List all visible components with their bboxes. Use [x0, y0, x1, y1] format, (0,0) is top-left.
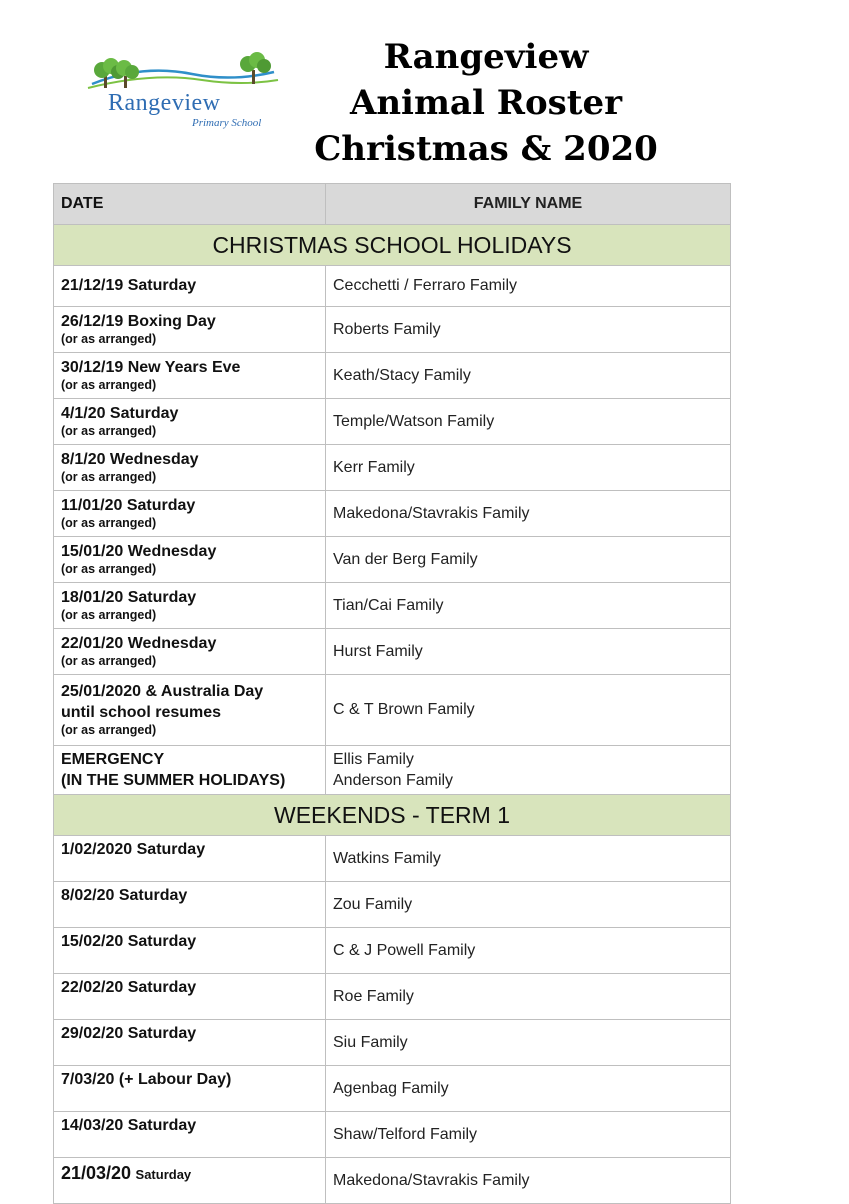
family-cell: Van der Berg Family: [326, 537, 731, 583]
date-cell: [54, 882, 326, 928]
date-text: 15/02/20 Saturday: [61, 933, 197, 950]
date-text: 8/1/20 Wednesday: [61, 451, 199, 468]
date-note: (or as arranged): [61, 608, 157, 622]
table-row-australia-day: [54, 675, 731, 746]
family-name-header: FAMILY NAME: [326, 184, 731, 225]
date-note: (or as arranged): [61, 332, 157, 346]
date-text: 21/03/20: [61, 1163, 132, 1183]
date-text: 15/01/20 Wednesday: [61, 543, 217, 560]
date-cell: [54, 1020, 326, 1066]
family-cell: Shaw/Telford Family: [326, 1112, 731, 1158]
section-title-weekends: WEEKENDS - TERM 1: [54, 795, 731, 836]
table-row: [54, 353, 731, 399]
date-text: 22/01/20 Wednesday: [61, 635, 217, 652]
emergency-families-cell: [326, 746, 731, 795]
date-text-2: until school resumes: [61, 704, 222, 721]
family-cell: Makedona/Stavrakis Family: [326, 491, 731, 537]
date-text: 4/1/20 Saturday: [61, 405, 179, 422]
table-row: [54, 629, 731, 675]
logo-name: Rangeview: [108, 90, 221, 116]
date-text: 25/01/2020 & Australia Day: [61, 683, 264, 700]
table-row: [54, 974, 731, 1020]
date-cell: [54, 445, 326, 491]
date-cell: [54, 537, 326, 583]
date-cell: [54, 1112, 326, 1158]
date-text: 21/12/19 Saturday: [61, 277, 197, 294]
date-note: (or as arranged): [61, 424, 157, 438]
family-cell: Tian/Cai Family: [326, 583, 731, 629]
emergency-label: EMERGENCY: [61, 750, 165, 768]
table-row: [54, 266, 731, 307]
title-line-2: Animal Roster: [349, 83, 623, 123]
logo-subtitle: Primary School: [192, 117, 262, 129]
date-header: DATE: [54, 184, 326, 225]
table-row: [54, 928, 731, 974]
school-logo: [82, 50, 282, 134]
date-cell: [54, 266, 326, 307]
family-cell: Temple/Watson Family: [326, 399, 731, 445]
date-cell: [54, 307, 326, 353]
table-row: [54, 1112, 731, 1158]
emergency-family-1: Ellis Family: [333, 750, 414, 768]
table-row: [54, 399, 731, 445]
date-text: 18/01/20 Saturday: [61, 589, 197, 606]
table-row: [54, 445, 731, 491]
section-title-christmas: CHRISTMAS SCHOOL HOLIDAYS: [54, 225, 731, 266]
date-cell: [54, 583, 326, 629]
date-note: (or as arranged): [61, 470, 157, 484]
date-text: 8/02/20 Saturday: [61, 887, 188, 904]
table-row: [54, 1066, 731, 1112]
emergency-cell: [54, 746, 326, 795]
date-cell: [54, 928, 326, 974]
family-cell: Makedona/Stavrakis Family: [326, 1158, 731, 1204]
date-text: 29/02/20 Saturday: [61, 1025, 197, 1042]
emergency-family-2: Anderson Family: [333, 771, 454, 789]
date-cell: [54, 1066, 326, 1112]
family-cell: Kerr Family: [326, 445, 731, 491]
section-row-weekends: [54, 795, 731, 836]
date-text: 1/02/2020 Saturday: [61, 841, 206, 858]
day-text: Saturday: [135, 1167, 192, 1182]
family-cell: C & T Brown Family: [326, 675, 731, 746]
title-line-1: Rangeview: [383, 37, 589, 77]
family-cell: Keath/Stacy Family: [326, 353, 731, 399]
table-row: [54, 583, 731, 629]
table-row: [54, 836, 731, 882]
date-cell: [54, 629, 326, 675]
date-text: 30/12/19 New Years Eve: [61, 359, 241, 376]
date-cell: [54, 675, 326, 746]
family-cell: Agenbag Family: [326, 1066, 731, 1112]
date-text: 26/12/19 Boxing Day: [61, 313, 216, 330]
date-cell: [54, 836, 326, 882]
page-title: [296, 34, 676, 172]
family-cell: Cecchetti / Ferraro Family: [326, 266, 731, 307]
table-row: [54, 307, 731, 353]
table-row: [54, 882, 731, 928]
family-cell: Watkins Family: [326, 836, 731, 882]
family-cell: Zou Family: [326, 882, 731, 928]
date-text: 11/01/20 Saturday: [61, 497, 196, 514]
date-cell: [54, 974, 326, 1020]
section-row-christmas: [54, 225, 731, 266]
roster-table: [53, 183, 731, 1204]
date-cell: [54, 399, 326, 445]
date-text: 14/03/20 Saturday: [61, 1117, 197, 1134]
date-cell: [54, 1158, 326, 1204]
table-row: [54, 491, 731, 537]
family-cell: Roe Family: [326, 974, 731, 1020]
emergency-sublabel: (IN THE SUMMER HOLIDAYS): [61, 771, 286, 789]
date-text: 7/03/20 (+ Labour Day): [61, 1071, 232, 1088]
family-cell: Roberts Family: [326, 307, 731, 353]
date-note: (or as arranged): [61, 562, 157, 576]
family-cell: C & J Powell Family: [326, 928, 731, 974]
table-row: [54, 1020, 731, 1066]
table-row: [54, 537, 731, 583]
date-note: (or as arranged): [61, 654, 157, 668]
family-cell: Hurst Family: [326, 629, 731, 675]
title-line-3: Christmas & 2020: [314, 129, 658, 169]
table-row-last: [54, 1158, 731, 1204]
date-cell: [54, 353, 326, 399]
table-row-emergency: [54, 746, 731, 795]
date-note: (or as arranged): [61, 516, 157, 530]
family-cell: Siu Family: [326, 1020, 731, 1066]
date-text: 22/02/20 Saturday: [61, 979, 197, 996]
date-cell: [54, 491, 326, 537]
date-note: (or as arranged): [61, 378, 157, 392]
header-row: [54, 184, 731, 225]
date-note: (or as arranged): [61, 723, 157, 737]
